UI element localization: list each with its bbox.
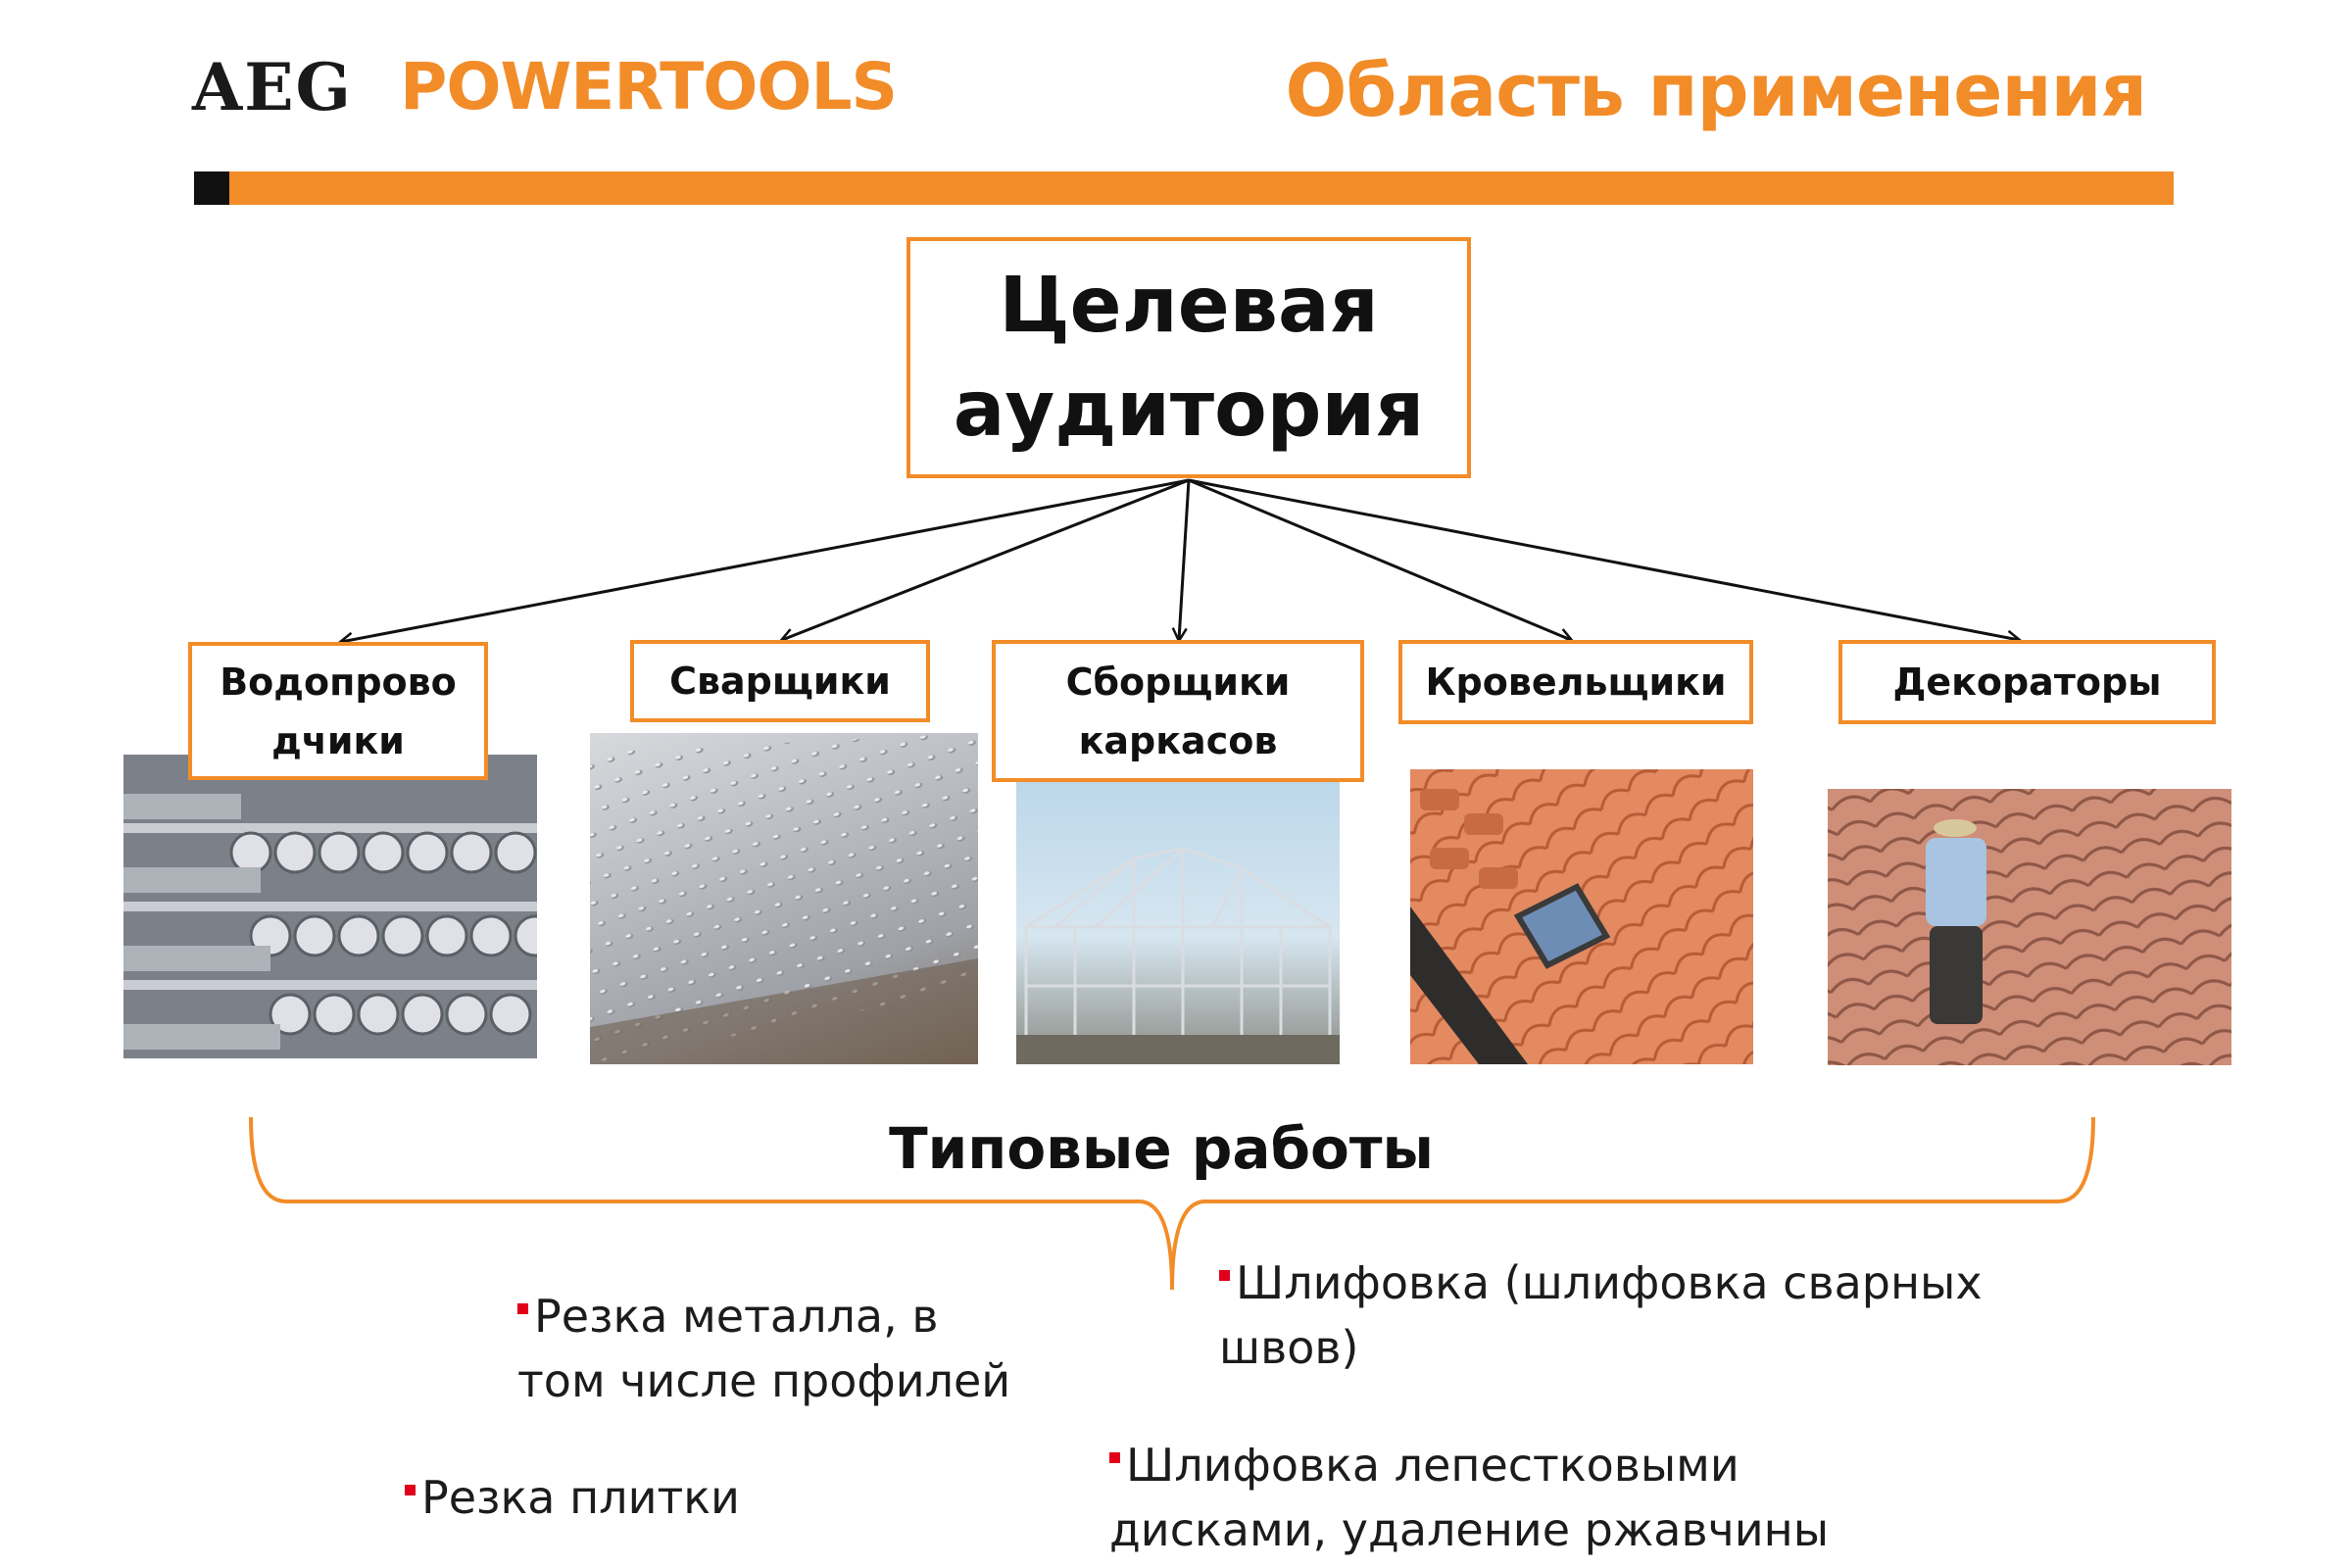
arrow-to-frame-assemblers (1179, 480, 1189, 640)
category-box-roofers (1398, 640, 1753, 724)
category-label: Кровельщики (1425, 661, 1727, 704)
task-line1: Резка металла, в (534, 1290, 939, 1343)
task-line1: Резка плитки (421, 1471, 740, 1524)
category-label-line2: дчики (271, 718, 405, 762)
roof-tiles-photo (1410, 769, 1753, 1064)
arrow-to-decorators (1189, 480, 2019, 640)
arrow-to-plumbers (341, 480, 1189, 642)
slide-title: Область применения (1285, 49, 2146, 133)
task-line2: швов) (1219, 1321, 1359, 1374)
task-line2: том числе профилей (517, 1354, 1011, 1407)
bullet-marker (517, 1303, 528, 1314)
category-box-frame-assemblers (992, 640, 1364, 782)
category-label-line1: Водопрово (220, 660, 457, 704)
category-label: Сварщики (669, 660, 891, 703)
task-line1: Шлифовка лепестковыми (1126, 1439, 1740, 1492)
root-box-target-audience (906, 237, 1471, 478)
steel-frame-photo (1016, 780, 1340, 1064)
brand-logo-aeg: AEG (192, 49, 353, 125)
arrow-to-roofers (1189, 480, 1571, 640)
metal-sheet-photo (590, 733, 978, 1064)
brand-logo-powertools: POWERTOOLS (400, 49, 898, 124)
task-item-flap-disc-grinding (1109, 1433, 1829, 1562)
root-label-line2: аудитория (953, 366, 1425, 454)
task-item-weld-grinding (1219, 1250, 1983, 1380)
root-label-line1: Целевая (999, 262, 1379, 350)
task-item-tile-cutting (405, 1465, 740, 1530)
header-rule (229, 172, 2174, 205)
task-item-metal-cutting (517, 1284, 1010, 1413)
category-label-line2: каркасов (1078, 718, 1278, 762)
task-line2: дисками, удаление ржавчины (1109, 1503, 1830, 1556)
pipes-photo (123, 755, 537, 1058)
bullet-marker (1109, 1452, 1120, 1463)
category-box-plumbers (188, 642, 488, 780)
category-box-decorators (1838, 640, 2216, 724)
roofer-photo (1828, 789, 2231, 1065)
bullet-marker (405, 1485, 416, 1495)
typical-works-title: Типовые работы (889, 1115, 1434, 1182)
category-label-line1: Сборщики (1065, 660, 1291, 704)
category-box-welders (630, 640, 930, 722)
bullet-marker (1219, 1270, 1230, 1281)
arrow-to-welders (782, 480, 1189, 640)
category-label: Декораторы (1892, 661, 2162, 704)
task-line1: Шлифовка (шлифовка сварных (1236, 1256, 1983, 1309)
header-rule-marker (194, 172, 229, 205)
